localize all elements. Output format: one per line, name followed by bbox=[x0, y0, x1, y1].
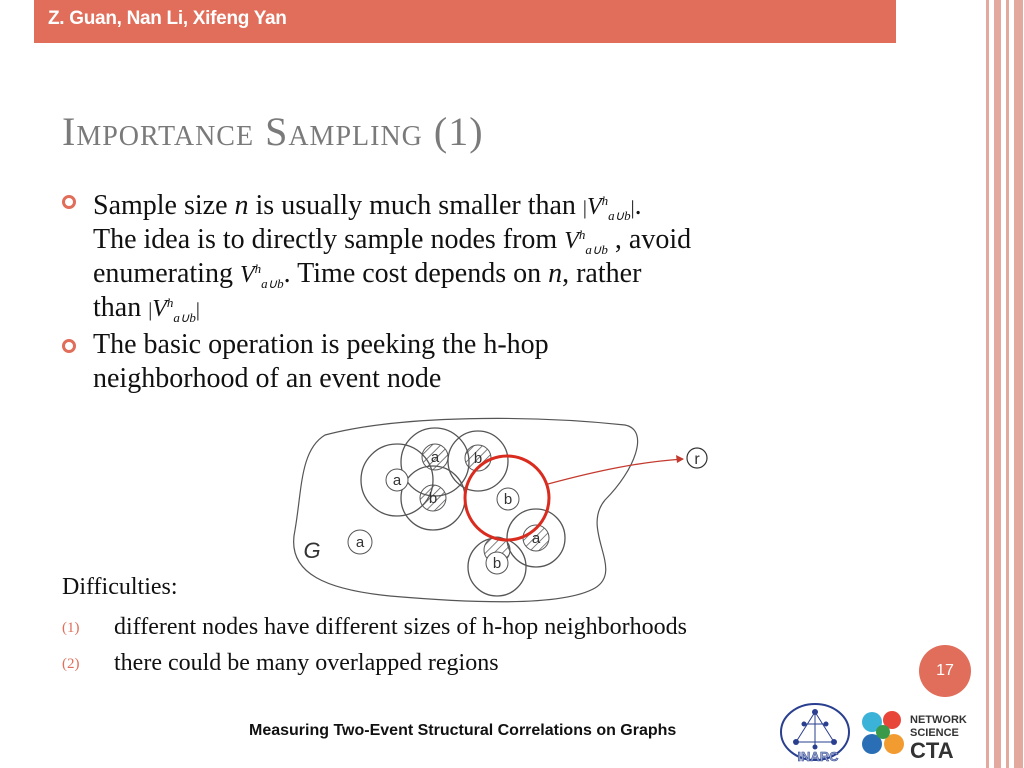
bullet-1-line-1: Sample size n is usually much smaller than $|V^h_{a\cup b}|$. bbox=[93, 184, 642, 233]
difficulties-label: Difficulties: bbox=[62, 574, 178, 600]
math-v: $V^h_{a\cup b}$ bbox=[239, 261, 284, 291]
header-authors: Z. Guan, Nan Li, Xifeng Yan bbox=[48, 8, 287, 29]
bullet-1-line-4: than $|V^h_{a\cup b}|$ bbox=[93, 286, 200, 335]
bullet-marker bbox=[62, 339, 76, 353]
bullet-1-line-2: The idea is to directly sample nodes from $V^h_{a\cup b}$ , avoid bbox=[93, 218, 691, 267]
bullet-1 bbox=[62, 184, 862, 324]
node-label-a: a bbox=[355, 534, 365, 551]
neighborhood-diagram bbox=[280, 410, 720, 610]
arrow-to-r bbox=[548, 459, 683, 484]
decor-bar-1 bbox=[986, 0, 989, 768]
network-science-cta-logo bbox=[858, 708, 988, 764]
math-v-abs: $|V^h_{a\cup b}|$ bbox=[148, 295, 200, 325]
node-label-b: b bbox=[492, 555, 502, 572]
header-band bbox=[34, 0, 896, 43]
node-label-a: a bbox=[392, 472, 402, 489]
node-label-a: a bbox=[531, 530, 541, 547]
node-label-b: b bbox=[503, 491, 513, 508]
node-label-b: b bbox=[428, 490, 438, 507]
page-number: 17 bbox=[936, 662, 954, 679]
math-v-abs: $|V^h_{a\cup b}|$ bbox=[582, 193, 635, 223]
difficulty-text: there could be many overlapped regions bbox=[114, 650, 499, 676]
footer-title: Measuring Two-Event Structural Correlations on Graphs bbox=[249, 722, 677, 739]
logo-cta-text: CTA bbox=[910, 738, 954, 763]
bullet-2-line-2: neighborhood of an event node bbox=[93, 363, 442, 394]
bullet-1-line-3: enumerating $V^h_{a\cup b}$. Time cost depends on n, rather bbox=[93, 252, 641, 301]
difficulty-text: different nodes have different sizes of h-hop neighborhoods bbox=[114, 614, 687, 640]
decor-bar-2 bbox=[994, 0, 1001, 768]
bullet-2-line-1: The basic operation is peeking the h-hop bbox=[93, 329, 549, 360]
node-label-a: a bbox=[430, 449, 440, 466]
logo-network-text: NETWORK bbox=[910, 714, 967, 726]
decor-bar-4 bbox=[1014, 0, 1023, 768]
slide-title: Importance Sampling (1) bbox=[62, 109, 484, 154]
bullet-marker bbox=[62, 195, 76, 209]
node-label-b: b bbox=[473, 450, 483, 467]
decor-bar-3 bbox=[1006, 0, 1009, 768]
page-number-badge bbox=[919, 645, 971, 697]
inarc-logo-text: INARC bbox=[797, 749, 839, 764]
logo-science-text: SCIENCE bbox=[910, 727, 959, 739]
bullet-2 bbox=[62, 328, 862, 398]
math-v: $V^h_{a\cup b}$ bbox=[564, 227, 608, 257]
r-label: r bbox=[694, 451, 700, 468]
difficulty-number: (2) bbox=[62, 656, 80, 672]
inarc-logo bbox=[776, 702, 854, 764]
graph-label: G bbox=[303, 538, 321, 563]
arrow-head bbox=[676, 455, 684, 463]
difficulty-number: (1) bbox=[62, 620, 80, 636]
